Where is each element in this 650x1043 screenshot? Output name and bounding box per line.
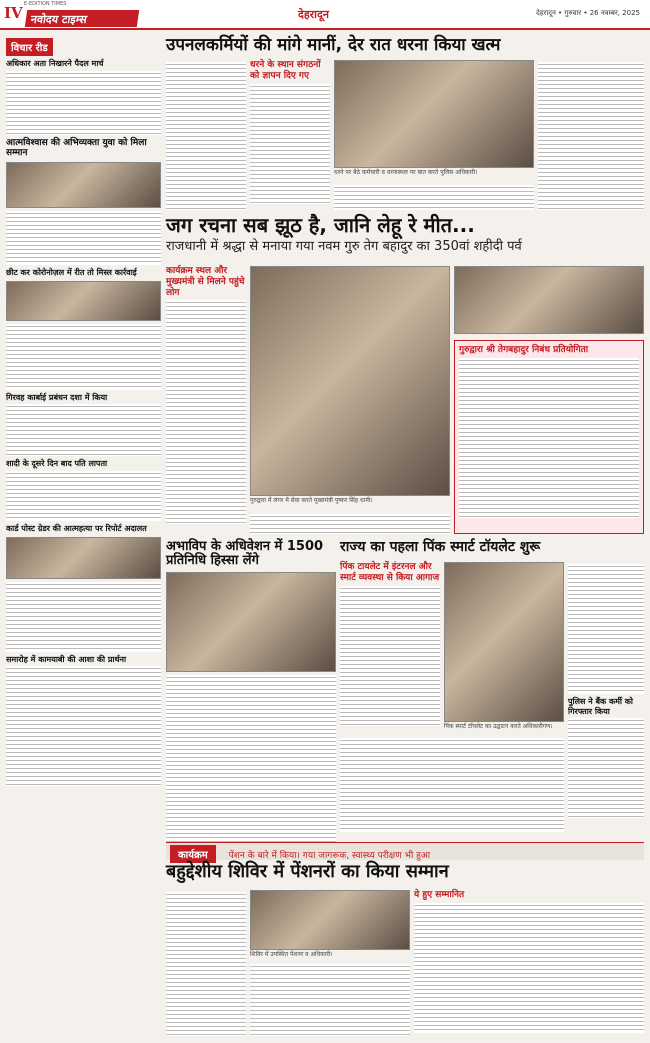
- left-photo-2: [6, 281, 161, 321]
- text-block: [340, 586, 440, 726]
- text-block: [459, 358, 639, 518]
- masthead: [0, 0, 650, 30]
- cm-photo-image: [250, 266, 450, 496]
- left-headline-3: छीट कर कोरोनोज़ल में रीत तो मिस्ल कार्रवाई: [6, 268, 137, 278]
- text-block: [166, 300, 246, 524]
- left-photo-3: [6, 537, 161, 579]
- left-headline-4: गिरवह कार्बाई प्रबंधन दशा में किया: [6, 392, 108, 402]
- story-under-photo: [334, 183, 534, 210]
- pension-story: [166, 862, 644, 882]
- text-block: [568, 718, 644, 818]
- second-story-head: [166, 214, 644, 254]
- story-under-cm: [250, 512, 450, 534]
- text-block: [6, 404, 161, 456]
- left-headline-6: कार्ड पोस्ट ग्रेडर की आत्महत्या पर रिपोर्ट अदालत: [6, 523, 147, 533]
- text-block: [334, 185, 534, 210]
- text-block: [6, 666, 161, 786]
- text-block: [6, 471, 161, 521]
- city-label: देहरादून: [298, 8, 329, 21]
- pink-box: [454, 340, 644, 534]
- toilet-headline: राज्य का पहला पिंक स्मार्ट टॉयलेट शुरू: [340, 539, 541, 555]
- text-block: [414, 903, 644, 1033]
- left-headline-1: अधिकार अता निखारने पैदल मार्च: [6, 59, 104, 68]
- date-line: देहरादून • गुरुवार • 26 नवम्बर, 2025: [536, 9, 640, 17]
- sidebar: [250, 60, 330, 210]
- text-block: [250, 84, 330, 204]
- sub-story: कार्यक्रम स्थल और मुख्यमंत्री से मिलने पहुंचे लोग: [166, 266, 245, 298]
- story-col-right: [538, 60, 644, 210]
- text-block: [166, 62, 246, 210]
- text-block: [6, 582, 161, 652]
- cm-photo: [250, 266, 450, 510]
- pension-col-1: [166, 890, 246, 1036]
- main-column: [166, 36, 644, 55]
- left-photo-1: [6, 162, 161, 208]
- page-number: IV: [4, 4, 23, 22]
- ye-hua-box: [414, 890, 644, 1036]
- edition-tag: E-EDITION TIMES: [24, 1, 67, 7]
- karyakram-strip: [166, 842, 644, 860]
- toilet-caption: पिंक स्मार्ट टॉयलेट का उद्घाटन करते अधिकारीगण।: [444, 723, 553, 730]
- pink-box-title: गुरुद्वारा श्री तेगबहादुर निबंध प्रतियोगिता: [459, 345, 589, 355]
- police-headline: पुलिस ने बैंक कर्मी को गिरफ्तार किया: [568, 697, 633, 716]
- karyakram-line: पेंशन के बारे में किया। गया जागरूक, स्वास्थ्य परीक्षण भी हुआ: [228, 851, 431, 861]
- text-block: [6, 211, 161, 265]
- cm-caption: गुरुद्वारा में लंगर में सेवा करते मुख्यमंत्री पुष्कर सिंह धामी।: [250, 497, 373, 504]
- abvp-photo: [166, 572, 336, 672]
- toilet-story: [340, 540, 644, 555]
- gurudwara-photo-image: [454, 266, 644, 334]
- karyakram-tag: कार्यक्रम: [170, 845, 216, 863]
- toilet-body: [340, 736, 564, 832]
- left-headline-7: समारोह में कामयाबी की आशा की प्रार्थना: [6, 654, 127, 664]
- text-block: [250, 964, 410, 1036]
- protest-photo-image: [334, 60, 534, 168]
- ye-hua-title: ये हुए सम्मानित: [414, 890, 465, 900]
- text-block: [166, 892, 246, 1036]
- toilet-subhead: पिंक टायलेट में इंटरनल और स्मार्ट व्यवस्था से किया आगाज: [340, 562, 440, 583]
- story-col-1: [166, 60, 246, 210]
- sidebar-title: धरने के स्थान संगठनों को ज्ञापन दिए गए: [250, 60, 321, 81]
- left-headline-2: आत्मविश्वास की अभिव्यक्ता युवा को मिला सम्मान: [6, 137, 147, 159]
- protest-photo: [334, 60, 534, 182]
- pension-photo: [250, 890, 410, 960]
- text-block: [6, 324, 161, 390]
- abvp-story: [166, 540, 336, 857]
- story-col-2: [166, 266, 246, 534]
- second-headline: जग रचना सब झूठ है, जानि लेहू रे मीत...: [166, 213, 475, 237]
- text-block: [250, 514, 450, 534]
- subheadline: राजधानी में श्रद्धा से मनाया गया नवम गुरु तेग बहादुर का 350वां शहीदी पर्व: [166, 239, 522, 254]
- gurudwara-photo: [454, 266, 644, 336]
- pension-col-2: [250, 962, 410, 1036]
- text-block: [538, 62, 644, 210]
- left-column: [6, 36, 161, 1036]
- pension-photo-image: [250, 890, 410, 950]
- text-block: [568, 564, 644, 694]
- top-headline: उपनलकर्मियों की मांगे मानीं, देर रात धरना किया खत्म: [166, 35, 501, 55]
- section-head: विचार रीड: [6, 38, 53, 56]
- text-block: [166, 675, 336, 855]
- pension-caption: शिविर में उपस्थित पेंशनर व अधिकारी।: [250, 951, 333, 958]
- toilet-sub: [340, 562, 440, 732]
- toilet-photo: [444, 562, 564, 732]
- brand-logo: नवोदय टाइम्स: [25, 10, 139, 27]
- story-col-right-2: [568, 562, 644, 832]
- left-headline-5: शादी के दूसरे दिन बाद पति लापता: [6, 459, 108, 469]
- text-block: [6, 71, 161, 135]
- text-block: [340, 738, 564, 832]
- photo-caption-1: धरने पर बैठे कर्मचारी व धरनास्थल पर बात करते पुलिस अधिकारी।: [334, 169, 478, 176]
- toilet-photo-image: [444, 562, 564, 722]
- abvp-headline: अभाविप के अधिवेशन में 1500 प्रतिनिधि हिस्सा लेंगे: [166, 539, 324, 569]
- bottom-headline: बहुद्देशीय शिविर में पेंशनरों का किया सम्मान: [166, 861, 449, 882]
